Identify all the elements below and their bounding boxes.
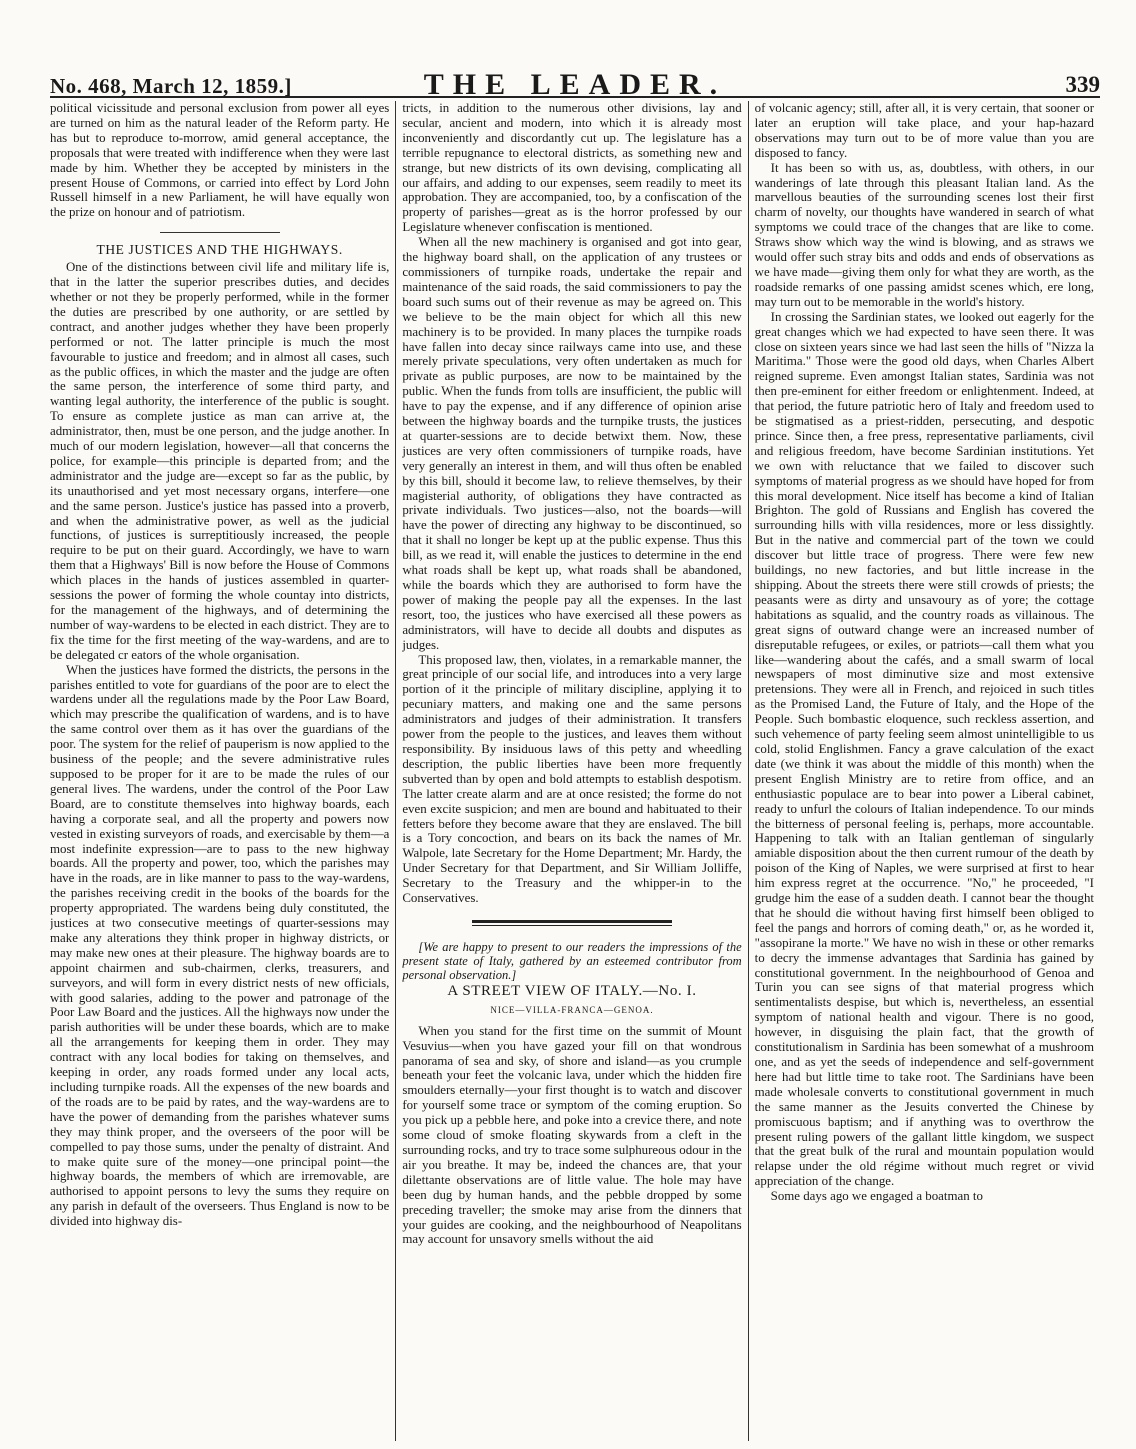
article-columns	[50, 101, 1094, 1441]
column-divider	[395, 101, 396, 1441]
street-view-dateline: NICE—VILLA-FRANCA—GENOA.	[490, 1004, 654, 1015]
page-number: 339	[1065, 72, 1100, 97]
justices-paragraph-3: tricts, in addition to the numerous other divisions, lay and secular, ancient and modern, into which it is already most inconveniently and discordantly cut up. The legislature has a terrible repugnance to electoral districts, as something new and strange, but new districts of its own devising, complicating all our affairs, and adding to our expenses, seem readily to meet its approbation. They are accompanied, too, by a confiscation of the property of parishes—great as is the horror professed by our Legislature whenever confiscation is mentioned.	[402, 101, 742, 235]
article-divider	[160, 232, 280, 233]
street-view-paragraph-5: Some days ago we engaged a boatman to	[770, 1189, 983, 1204]
reform-article-ending: political vicissitude and personal exclusion from power all eyes are turned on him as the natural leader of the Reform party. He has but to reproduce to-morrow, amid general acceptance, the proposals that were treated with indifference when they were last made by him. Whether they be accepted by ministers in the present House of Commons, or carried into effect by Lord John Russell himself in a new Parliament, he will have equally won the prize on honour and of patriotism.	[50, 101, 390, 220]
column-2	[402, 101, 741, 1441]
masthead	[50, 66, 1100, 101]
issue-number: No. 468, March 12, 1859.]	[50, 74, 292, 98]
street-view-paragraph-3: It has been so with us, as, doubtless, with others, in our wanderings of late through this pleasant Italian land. As the marvellous beauties of the surrounding scenes lost their first charm of novelty, our thoughts have wandered in search of what symptoms we could trace of the changes that are like to come. Straws show which way the wind is blowing, and as straws we would offer such stray bits and odds and ends of observations as we have made—giving them only for what they are worth, as the roadside remarks of one passing amidst scenes which, ere long, may turn out to be memorable in the world's history.	[754, 160, 1094, 309]
editor-note: [We are happy to present to our readers the impressions of the present state of Italy, gathered by an esteemed contributor from personal observation.]	[402, 939, 742, 982]
justices-highways-heading: THE JUSTICES AND THE HIGHWAYS.	[96, 242, 343, 258]
justices-paragraph-1: One of the distinctions between civil life and military life is, that in the latter the superior prescribes duties, and decides whether or not they be properly performed, while in the former the duties are prescribed by one authority, or are settled by contract, and another judges whether they have been properly performed or not. The latter principle is much the most favourable to justice and freedom; and in almost all cases, such as the public offices, in which the master and the judge are often the same person, the interference of some third party, and wanting legal authority, the interference of the public is sought. To ensure as complete justice as man can arrive at, the administrator, then, must be one person, and the judge another. In much of our modern legislation, however—all that concerns the police, for example—this principle is departed from; and the administrator and the judge are—except so far as the public, by its unauthorised and yet most necessary organs, interfere—one and the same person. Justice's justice has passed into a proverb, and when the administrative power, as well as the judicial functions, of justices is surreptitiously increased, the people require to be put on their guard. Accordingly, we have to warn them that a Highways' Bill is now before the House of Commons which places in the hands of justices assembled in quarter-sessions the power of forming the whole countay into districts, for the management of the highways, and of determining the number of way-wardens to be elected in each district. They are to fix the time for the first meeting of the way-wardens, and are to be delegated cr eators of the whole organisation.	[50, 260, 390, 662]
justices-paragraph-5: This proposed law, then, violates, in a remarkable manner, the great principle of our social life, and introduces into a very large portion of it the principle of military discipline, applying it to pecuniary matters, and making one and the same persons administrators and judges of their administration. It transfers power from the people to the justices, and leaves them without responsibility. By insiduous laws of this petty and wheedling description, the public liberties have been more frequently subverted than by open and bold attempts to establish despotism. The latter create alarm and are at once resisted; the forme do not even excite suspicion; and men are bound and habituated to their fetters before they become aware that they are enslaved. The bill is a Tory concoction, and bears on its back the names of Mr. Walpole, late Secretary for the Home Department; Mr. Hardy, the Under Secretary for that Department, and Sir William Jolliffe, Secretary to the Treasury and the whipper-in to the Conservatives.	[402, 652, 742, 906]
section-double-rule	[472, 920, 671, 926]
column-divider	[748, 101, 749, 1441]
newspaper-title: THE LEADER.	[423, 68, 727, 101]
street-view-paragraph-2: of volcanic agency; still, after all, it is very certain, that sooner or later an eruption will take place, and your hap-hazard observations may turn out to be of more value than you are disposed to fancy.	[754, 101, 1094, 160]
street-view-paragraph-1: When you stand for the first time on the summit of Mount Vesuvius—when you have gazed your fill on that wondrous panorama of sea and sky, of shore and island—as you crumple beneath your feet the volcanic lava, under which the hidden fire smoulders eternally—your first thought is to watch and discover for yourself some trace or symptom of the coming eruption. So you pick up a pebble here, and poke into a crevice there, and note some cloud of smoke floating skywards from a cleft in the surrounding rocks, and try to trace some sulphureous odour in the air you breathe. It may be, indeed the chances are, that your dilettante observations are of little value. The hole may have been dug by human hands, and the pebble dropped by some preceding traveller; the smoke may arise from the dinners that your guides are cooking, and the neighbourhood of Neapolitans may account for unsavory smells without the aid	[402, 1023, 742, 1247]
street-view-heading: A STREET VIEW OF ITALY.—No. I.	[447, 982, 697, 999]
justices-paragraph-2: When the justices have formed the districts, the persons in the parishes entitled to vote for guardians of the poor are to elect the wardens under all the regulations made by the Poor Law Board, which may prescribe the qualification of wardens, and is to have the same control over them as it has over the guardians of the poor. The system for the relief of pauperism is now applied to the business of the people; and the severe administrative rules supposed to be proper for it are to be made the rules of our general lives. The wardens, under the control of the Poor Law Board, are to constitute themselves into highway boards, each having a corporate seal, and all the property and powers now vested in existing surveyors of roads, and exercisable by them—a most indefinite expression—are to pass to the new highway boards. All the property and power, too, which the parishes may have in the roads, are in like manner to pass to the way-wardens, the parishes receiving credit in the books of the boards for the property appropriated. The wardens being duly constituted, the justices at two consecutive meetings of quarter-sessions may make any alterations they think proper in highway districts, or may make new ones at their pleasure. The highway boards are to appoint chairmen and sub-chairmen, clerks, treasurers, and surveyors, and will form in every district nests of new officials, with good salaries, adding to the power and patronage of the Poor Law Board and the justices. All the highways now under the parish authorities will be under these boards, which are to make all the arrangements for keeping them in order. They may contract with any local bodies for taking on themselves, and keeping in order, any roads formed under any local acts, including turnpike roads. All the expenses of the new boards and of the roads are to be paid by rates, and the way-wardens are to have the power of demanding from the parishes whatever sums they may think proper, and the overseers of the poor will be compelled to pay those sums, under the penalty of distraint. And to make quite sure of the money—one principal point—the highway boards, the members of which are irremovable, are authorised to appoint persons to levy the sums they require on any parish in default of the overseers. Thus England is now to be divided into highway dis-	[50, 662, 390, 1229]
column-1	[50, 101, 389, 1441]
street-view-paragraph-4: In crossing the Sardinian states, we looked out eagerly for the great changes which we had expected to have seen there. It was close on sixteen years since we had last seen the hills of "Nizza la Maritima." Those were the good old days, when Charles Albert reigned supreme. Even amongst Italian states, Sardinia was not then pre-eminent for either freedom or enlightenment. Indeed, at that period, the future patriotic hero of Italy and freedom used to be stigmatised as a priest-ridden, persecuting, and despotic prince. Since then, a free press, representative parliaments, civil and religious freedom, have become Sardinian institutions. Yet we own with reluctance that we failed to discover such symptoms of material progress as we should have hoped for from this moral development. Nice itself has become a kind of Italian Brighton. The gold of Russians and English has covered the surrounding hills with villa residences, more or less dissightly. But in the native and commercial part of the town we could discover but little trace of progress. There were few new buildings, no new factories, and but little increase in the shipping. About the streets there were still crowds of priests; the peasants were as dirty and unsavoury as of yore; the cottage habitations as squalid, and the country roads as villainous. The great signs of outward change were an increased number of disreputable refugees, or exiles, or patriots—call them what you like—wandering about the cafés, and a small swarm of local newspapers of most diminutive size and most extensive pretensions. They were all in French, and rejoiced in such titles as the Promised Land, the Future of Italy, and the Hope of the People. Such bombastic eloquence, such reckless assertion, and such vehemence of party feeling seem almost unintelligible to us cold, stolid Englishmen. Fancy a grave calculation of the exact date (we think it was about the middle of this month) when the present English Ministry are to retire from office, and an enthusiastic populace are to bear into power a Liberal cabinet, ready to unfurl the colours of Italian independence. To our minds the bitterness of personal feeling is, perhaps, more accountable. Happening to talk with an Italian gentleman of singularly amiable disposition about the then current rumour of the death by poison of the King of Naples, we were surprised at first to hear him express regret at the occurrence. "No," he proceeded, "I grudge him the ease of a sudden death. I cannot bear the thought that he should die without having first himself been obliged to feel the pangs and horrors of coming death," or, as he worded it, "assopirane la morte." We have no wish in these or other remarks to decry the immense advantages that Sardinia has gained by constitutional government. In the neighbourhood of Genoa and Turin you can see signs of that material progress which sentimentalists despise, but which is, nevertheless, an essential symptom of national health and vigour. There is no good, however, in disguising the plain fact, that the growth of constitutionalism in Sardinia has been somewhat of a mushroom one, and as yet the seeds of independence and self-government here had but little time to take root. The Sardinians have been made wholesale converts to constitutional government in much the same manner as the Jesuits converted the Chinese by promiscuous baptism; and if anything was to overthrow the present ruling powers of the gallant little kingdom, we suspect that the great bulk of the rural and mountain population would relapse under the old régime without much regret or vivid appreciation of the change.	[754, 309, 1094, 1189]
column-3	[755, 101, 1094, 1441]
justices-paragraph-4: When all the new machinery is organised and got into gear, the highway board shall, on the application of any trustees or commissioners of turnpike roads, undertake the repair and maintenance of the said roads, the said commissioners to pay the board such sums out of their revenue as may be agreed on. This we believe to be the main object for which all this new machinery is to be provided. In many places the turnpike roads have fallen into decay since railways came into use, and these merely private speculations, very often undertaken as much for private as public purposes, are now to be maintained by the public. When the funds from tolls are insufficient, the public will have to pay the expense, and if any difference of opinion arise between the highway boards and the turnpike trusts, the justices at quarter-sessions are to decide betwixt them. Now, these justices are very often commissioners of turnpike roads, have very generally an interest in them, and will thus often be enabled by this bill, should it become law, to relieve themselves, by their magisterial authority, of obligations they have contracted as private individuals. Two justices—also, not the boards—will have the power of directing any highway to be discontinued, so that it shall no longer be kept up at the public expense. Thus this bill, as we read it, will enable the justices to determine in the end what roads shall be kept up, what roads shall be abandoned, while the boards which they are authorised to form have the power of making the people pay all the expenses. In the last resort, too, the justices who have exercised all these powers as administrators, will have to decide all doubts and disputes as judges.	[402, 235, 742, 652]
